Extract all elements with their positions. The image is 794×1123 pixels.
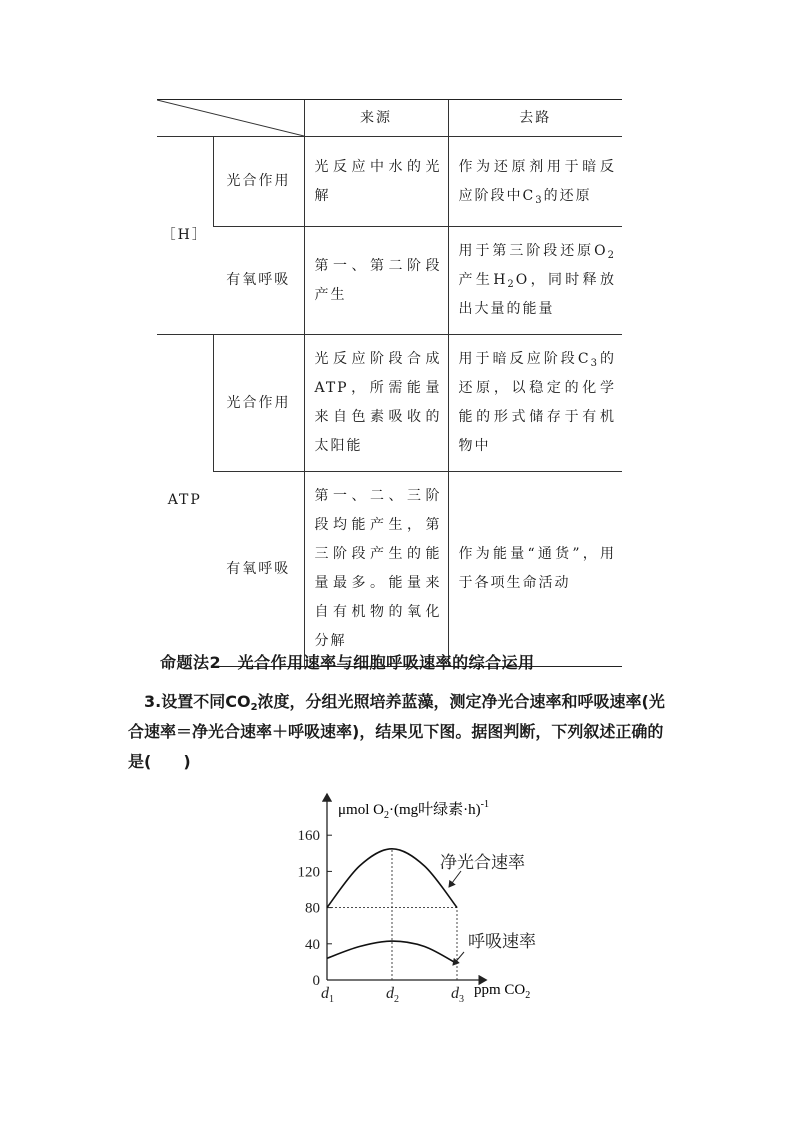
- y-axis-label-part: mol O: [346, 802, 384, 818]
- cell-text: 的还原: [543, 187, 592, 204]
- x-axis-label-part: ppm CO: [474, 982, 526, 998]
- comparison-table: [157, 99, 622, 667]
- subscript: 2: [607, 250, 616, 261]
- subscript: 2: [250, 702, 258, 713]
- row-header-h: ［H］: [157, 137, 213, 335]
- question-part: 3.设置不同CO: [144, 692, 251, 711]
- cell-h-photo-source: [304, 137, 448, 227]
- cell-text: 的还原，以稳定的化学能的形式储存于有机物中: [458, 351, 617, 454]
- y-axis-label-part: ·(mg叶绿素·h): [388, 802, 481, 818]
- subscript: 3: [590, 358, 599, 369]
- diagonal-header-cell: [157, 100, 304, 137]
- y-tick-label: 160: [297, 828, 320, 845]
- sub-header-respiration-h: 有氧呼吸: [213, 227, 304, 335]
- cell-atp-photo-source: [304, 335, 448, 472]
- x-tick-subscript: 1: [329, 994, 334, 1005]
- cell-text: 第一、二、三阶段均能产生，第三阶段产生的能量最多。能量来自有机物的氧化分解: [314, 488, 442, 649]
- cell-text: 用于暗反应阶段C: [458, 351, 591, 367]
- cell-atp-resp-source: [304, 472, 448, 667]
- x-tick-label: $d_1$: [321, 985, 334, 1005]
- header-source: 来源: [304, 100, 448, 137]
- series-line: [327, 941, 457, 964]
- y-tick-label: 0: [312, 973, 320, 989]
- diagonal-line: [157, 100, 304, 136]
- x-tick-subscript: 2: [394, 994, 399, 1005]
- cell-atp-resp-dest: [448, 472, 622, 667]
- x-tick-label: $d_3$: [451, 985, 464, 1005]
- cell-text: O，同时释放出大量的能量: [458, 272, 616, 317]
- question-text: [128, 687, 668, 777]
- y-axis-label-mu: μ: [338, 802, 347, 818]
- y-tick-label: 40: [305, 936, 320, 953]
- cell-h-photo-dest: [448, 137, 622, 227]
- series-label: 净光合速率: [440, 853, 525, 873]
- x-axis-label-sub: 2: [525, 990, 531, 1001]
- y-tick-label: 120: [297, 864, 320, 881]
- cell-text: 作为还原剂用于暗反应阶段中C: [458, 158, 616, 204]
- sub-header-photosynthesis-atp: 光合作用: [213, 335, 304, 472]
- sub-header-photosynthesis-h: 光合作用: [213, 137, 304, 227]
- y-axis-label-sub: 2: [383, 810, 389, 821]
- y-axis-label: [338, 799, 489, 821]
- subscript: 2: [507, 279, 516, 290]
- rate-chart: [268, 784, 558, 1010]
- row-header-atp: ATP: [157, 335, 213, 667]
- question-part: 浓度，分组光照培养蓝藻，测定净光合速率和呼吸速率(光合速率＝净光合速率＋呼吸速率)，结果见下图。据图判断，下列叙述正确的是( ): [128, 692, 665, 771]
- cell-h-resp-dest: [448, 227, 622, 335]
- cell-text: 用于第三阶段还原O: [458, 243, 608, 259]
- section-title: 命题法2 光合作用速率与细胞呼吸速率的综合运用: [160, 653, 535, 672]
- y-axis-label-sup: -1: [480, 799, 489, 810]
- x-tick-label: $d_2$: [386, 985, 399, 1005]
- cell-atp-photo-dest: [448, 335, 622, 472]
- series-label-arrow: [449, 871, 461, 887]
- cell-h-resp-source: [304, 227, 448, 335]
- x-axis-label: [474, 982, 530, 1001]
- subscript: 3: [535, 194, 544, 206]
- y-tick-label: 80: [305, 900, 320, 917]
- cell-text: 光反应中水的光解: [314, 158, 442, 204]
- x-tick-subscript: 3: [459, 994, 464, 1005]
- cell-text: 作为能量“通货”，用于各项生命活动: [458, 546, 616, 591]
- sub-header-respiration-atp: 有氧呼吸: [213, 472, 304, 667]
- cell-text: 第一、第二阶段产生: [314, 257, 442, 303]
- series-label: 呼吸速率: [468, 932, 536, 952]
- cell-text: 产生H: [458, 272, 508, 288]
- series-label-arrow: [453, 952, 464, 965]
- header-destination: 去路: [448, 100, 622, 137]
- cell-text: 光反应阶段合成ATP，所需能量来自色素吸收的太阳能: [314, 351, 442, 454]
